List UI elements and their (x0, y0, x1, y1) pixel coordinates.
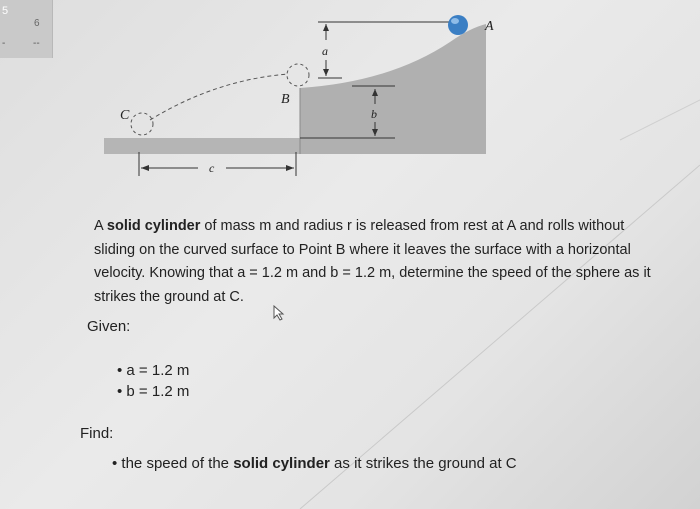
problem-text-bold: solid cylinder (106, 218, 201, 234)
problem-statement (94, 215, 664, 309)
label-c: c (209, 161, 215, 175)
edge-dash-left: - (2, 38, 6, 49)
label-A: A (485, 19, 494, 34)
find-text-post: as it strikes the ground at C (329, 455, 517, 472)
background-diagonal-line-2 (620, 100, 700, 140)
page-number-right: 6 (34, 18, 40, 29)
given-heading: Given: (87, 318, 131, 335)
dimension-a-arrowhead-bottom (323, 69, 329, 76)
find-item (112, 455, 517, 472)
page-number-left: 5 (2, 5, 9, 17)
mouse-cursor-icon (273, 305, 287, 321)
dimension-a-arrowhead-top (323, 24, 329, 31)
label-b: b (371, 107, 377, 121)
edge-dash-right: -- (33, 38, 40, 49)
given-item-a: • a = 1.2 m (117, 360, 189, 381)
label-a: a (322, 44, 328, 58)
label-C: C (120, 108, 130, 123)
sphere-at-A (448, 15, 468, 35)
find-heading: Find: (80, 425, 114, 442)
trajectory-path (150, 74, 288, 120)
dimension-c-arrowhead-right (286, 165, 294, 171)
find-text-pre: the speed of the (121, 455, 234, 472)
dimension-c-arrowhead-left (141, 165, 149, 171)
ground-left (104, 138, 304, 154)
sphere-at-B (287, 64, 309, 86)
given-list (117, 360, 189, 402)
given-item-b: • b = 1.2 m (117, 381, 189, 402)
label-B: B (281, 92, 290, 107)
problem-text-1: A (94, 218, 107, 234)
problem-text-2: of mass m and radius r is released from rest at A and rolls without sliding on the curved surface to Point B where it leaves the surface with a horizontal velocity. Knowing that a = 1.2 m and b = 1.2 m, determine the speed of the sphere as it strikes the ground at C. (94, 218, 651, 305)
find-text-bold: solid cylinder (233, 455, 330, 472)
sphere-highlight (451, 18, 459, 24)
sphere-at-C (131, 113, 153, 135)
